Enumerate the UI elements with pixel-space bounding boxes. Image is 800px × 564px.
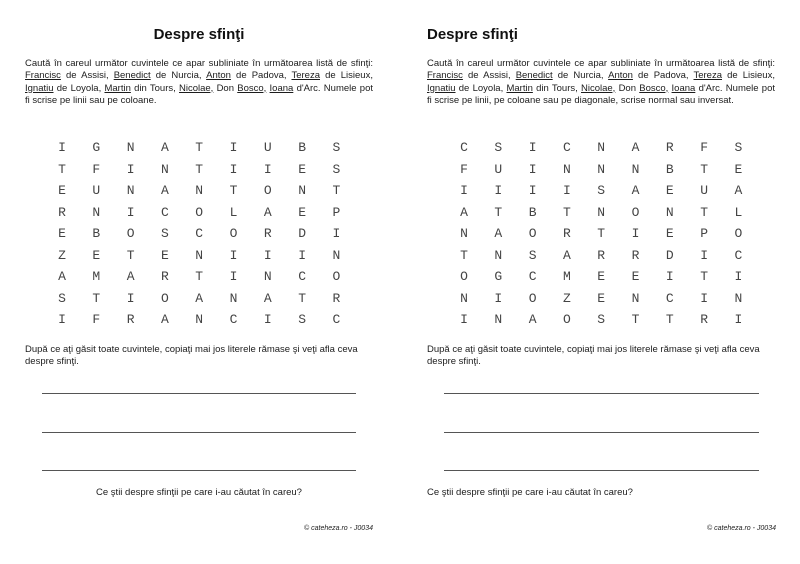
grid-letter[interactable]: R: [58, 204, 66, 220]
after-text-line: După ce aţi găsit toate cuvintele, copiaţi mai jos literele rămase şi veţi afla ceva: [25, 343, 358, 355]
saint-name-underlined: Francisc: [427, 70, 463, 82]
grid-letter[interactable]: T: [700, 204, 708, 220]
grid-letter[interactable]: I: [263, 247, 272, 263]
grid-letter[interactable]: I: [460, 183, 468, 198]
grid-letter[interactable]: N: [597, 140, 606, 155]
grid-letter[interactable]: N: [494, 312, 503, 327]
grid-letter[interactable]: R: [126, 312, 135, 327]
instruction-text: de Assisi,: [462, 70, 516, 82]
grid-letter[interactable]: S: [734, 140, 743, 155]
grid-letter[interactable]: I: [562, 183, 571, 198]
grid-letter[interactable]: O: [332, 269, 341, 284]
grid-letter[interactable]: I: [58, 312, 66, 327]
saint-name-underlined: Anton: [608, 70, 633, 82]
grid-letter[interactable]: O: [562, 312, 571, 327]
copyright-footer: © cateheza.ro - J0034: [304, 525, 373, 532]
grid-letter[interactable]: R: [597, 247, 606, 263]
grid-letter[interactable]: E: [665, 183, 674, 198]
word-search-grid: [0, 0, 400, 340]
grid-letter[interactable]: R: [160, 269, 169, 284]
grid-letter[interactable]: A: [562, 247, 571, 263]
saint-name-underlined: Bosco,: [639, 82, 669, 94]
grid-letter[interactable]: A: [263, 204, 272, 220]
grid-letter[interactable]: E: [298, 204, 306, 220]
grid-letter[interactable]: C: [229, 312, 238, 327]
grid-letter[interactable]: B: [92, 226, 101, 241]
instruction-text: de Padova,: [632, 70, 694, 82]
grid-letter[interactable]: C: [298, 269, 306, 284]
grid-letter[interactable]: S: [332, 161, 341, 177]
grid-letter[interactable]: A: [460, 204, 468, 220]
grid-letter[interactable]: I: [126, 290, 135, 306]
grid-letter[interactable]: I: [494, 290, 503, 306]
grid-letter[interactable]: A: [160, 140, 169, 155]
grid-letter[interactable]: I: [700, 247, 708, 263]
grid-letter[interactable]: O: [528, 226, 537, 241]
grid-letter[interactable]: G: [494, 269, 503, 284]
grid-letter[interactable]: I: [700, 290, 708, 306]
after-text-line: despre sfinţi.: [427, 356, 481, 368]
grid-letter[interactable]: T: [195, 140, 204, 155]
after-text-line: despre sfinţi.: [25, 356, 79, 368]
grid-letter[interactable]: N: [195, 183, 204, 198]
grid-letter[interactable]: S: [597, 312, 606, 327]
answer-blank-line[interactable]: [444, 470, 759, 471]
saint-name-underlined: Nicolae,: [581, 82, 616, 94]
grid-letter[interactable]: I: [229, 269, 238, 284]
worksheet-right: [402, 0, 800, 564]
grid-letter[interactable]: U: [92, 183, 101, 198]
grid-letter[interactable]: A: [160, 183, 169, 198]
instruction-text: de Nurcia,: [552, 70, 609, 82]
grid-letter[interactable]: A: [160, 312, 169, 327]
grid-letter[interactable]: N: [562, 161, 571, 177]
worksheet-title: Despre sfinţi: [153, 26, 245, 43]
saint-name-underlined: Benedict: [515, 70, 553, 82]
saint-name-underlined: Francisc: [25, 70, 61, 82]
grid-letter[interactable]: C: [665, 290, 674, 306]
question-text: Ce ştii despre sfinţii pe care i-au căutat în careu?: [96, 486, 302, 498]
grid-letter[interactable]: I: [734, 269, 743, 284]
instruction-text: din Tours,: [130, 82, 179, 94]
grid-letter[interactable]: C: [528, 269, 537, 284]
grid-letter[interactable]: I: [229, 140, 238, 155]
grid-letter[interactable]: I: [263, 161, 272, 177]
grid-letter[interactable]: G: [92, 140, 101, 155]
instruction-text: din Tours,: [532, 82, 581, 94]
grid-letter[interactable]: N: [460, 290, 468, 306]
grid-letter[interactable]: F: [92, 312, 101, 327]
grid-letter[interactable]: T: [195, 161, 204, 177]
saint-name-underlined: Nicolae,: [179, 82, 214, 94]
grid-letter[interactable]: T: [92, 290, 101, 306]
grid-letter[interactable]: S: [58, 290, 66, 306]
grid-letter[interactable]: O: [460, 269, 468, 284]
grid-letter[interactable]: C: [460, 140, 468, 155]
instruction-text: fi scrise pe linii, pe coloane sau pe diagonale, scrise normal sau inversat.: [427, 95, 734, 107]
instruction-text: fi scrise pe linii sau pe coloane.: [25, 95, 157, 107]
grid-letter[interactable]: N: [494, 247, 503, 263]
instruction-text: d'Arc. Numele pot: [293, 82, 373, 94]
grid-letter[interactable]: T: [631, 312, 640, 327]
question-text: Ce ştii despre sfinţii pe care i-au căutat în careu?: [427, 486, 633, 498]
grid-letter[interactable]: E: [665, 226, 674, 241]
grid-letter[interactable]: E: [58, 226, 66, 241]
instruction-text: Don: [213, 82, 238, 94]
grid-letter[interactable]: D: [665, 247, 674, 263]
grid-letter[interactable]: L: [229, 204, 238, 220]
answer-blank-line[interactable]: [444, 432, 759, 433]
grid-letter[interactable]: F: [700, 140, 708, 155]
saint-name-underlined: Benedict: [113, 70, 151, 82]
grid-letter[interactable]: T: [298, 290, 306, 306]
saint-name-underlined: Bosco,: [237, 82, 267, 94]
grid-letter[interactable]: I: [126, 204, 135, 220]
grid-letter[interactable]: B: [298, 140, 306, 155]
instruction-text: Caută în careul următor cuvintele ce apar subliniate în următoarea listă de sfinţi:: [25, 57, 373, 69]
grid-letter[interactable]: U: [700, 183, 708, 198]
grid-letter[interactable]: N: [665, 204, 674, 220]
instruction-text: de Lisieux,: [722, 70, 775, 82]
grid-letter[interactable]: O: [263, 183, 272, 198]
grid-letter[interactable]: I: [126, 161, 135, 177]
grid-letter[interactable]: M: [562, 269, 571, 284]
grid-letter[interactable]: L: [734, 204, 743, 220]
grid-letter[interactable]: T: [229, 183, 238, 198]
saint-name-underlined: Ignatiu: [25, 82, 54, 94]
instruction-text: Don: [615, 82, 640, 94]
saint-name-underlined: Tereza: [693, 70, 722, 82]
grid-letter[interactable]: O: [160, 290, 169, 306]
grid-letter[interactable]: A: [126, 269, 135, 284]
grid-letter[interactable]: A: [528, 312, 537, 327]
grid-letter[interactable]: T: [195, 269, 204, 284]
grid-letter[interactable]: S: [332, 140, 341, 155]
grid-letter[interactable]: I: [229, 161, 238, 177]
grid-letter[interactable]: E: [298, 161, 306, 177]
grid-letter[interactable]: A: [195, 290, 204, 306]
grid-letter[interactable]: O: [229, 226, 238, 241]
grid-letter[interactable]: S: [597, 183, 606, 198]
after-instructions: [25, 344, 385, 369]
grid-letter[interactable]: F: [92, 161, 101, 177]
grid-letter[interactable]: T: [332, 183, 341, 198]
grid-letter[interactable]: M: [92, 269, 101, 284]
instruction-text: de Nurcia,: [150, 70, 207, 82]
grid-letter[interactable]: S: [494, 140, 503, 155]
grid-letter[interactable]: R: [562, 226, 571, 241]
grid-letter[interactable]: I: [332, 226, 341, 241]
answer-blank-line[interactable]: [42, 432, 356, 433]
grid-letter[interactable]: A: [263, 290, 272, 306]
grid-letter[interactable]: P: [700, 226, 708, 241]
grid-letter[interactable]: C: [160, 204, 169, 220]
instruction-text: d'Arc. Numele pot: [695, 82, 775, 94]
grid-letter[interactable]: I: [494, 183, 503, 198]
grid-letter[interactable]: T: [562, 204, 571, 220]
word-search-grid: [402, 0, 800, 340]
grid-letter[interactable]: A: [58, 269, 66, 284]
saint-name-underlined: Ioana: [671, 82, 696, 94]
grid-letter[interactable]: S: [298, 312, 306, 327]
grid-letter[interactable]: R: [332, 290, 341, 306]
grid-letter[interactable]: N: [631, 290, 640, 306]
grid-letter[interactable]: E: [597, 269, 606, 284]
grid-letter[interactable]: N: [734, 290, 743, 306]
grid-letter[interactable]: T: [126, 247, 135, 263]
grid-letter[interactable]: E: [597, 290, 606, 306]
grid-letter[interactable]: N: [631, 161, 640, 177]
grid-letter[interactable]: A: [734, 183, 743, 198]
grid-letter[interactable]: I: [631, 226, 640, 241]
grid-letter[interactable]: B: [528, 204, 537, 220]
grid-letter[interactable]: R: [665, 140, 674, 155]
saint-name-underlined: Martin: [506, 82, 533, 94]
saint-name-underlined: Martin: [104, 82, 131, 94]
grid-letter[interactable]: N: [460, 226, 468, 241]
grid-letter[interactable]: N: [597, 204, 606, 220]
answer-blank-line[interactable]: [444, 393, 759, 394]
grid-letter[interactable]: I: [734, 312, 743, 327]
grid-letter[interactable]: I: [460, 312, 468, 327]
saint-name-underlined: Ignatiu: [427, 82, 456, 94]
grid-letter[interactable]: O: [126, 226, 135, 241]
grid-letter[interactable]: N: [332, 247, 341, 263]
grid-letter[interactable]: N: [263, 269, 272, 284]
grid-letter[interactable]: O: [631, 204, 640, 220]
saint-name-underlined: Tereza: [291, 70, 320, 82]
grid-letter[interactable]: C: [195, 226, 204, 241]
grid-letter[interactable]: I: [263, 312, 272, 327]
grid-letter[interactable]: N: [195, 247, 204, 263]
grid-letter[interactable]: N: [298, 183, 306, 198]
grid-letter[interactable]: I: [298, 247, 306, 263]
instruction-text: de Assisi,: [60, 70, 114, 82]
grid-letter[interactable]: T: [58, 161, 66, 177]
grid-letter[interactable]: O: [195, 204, 204, 220]
grid-letter[interactable]: I: [229, 247, 238, 263]
grid-letter[interactable]: S: [160, 226, 169, 241]
grid-letter[interactable]: T: [494, 204, 503, 220]
grid-letter[interactable]: U: [263, 140, 272, 155]
grid-letter[interactable]: A: [494, 226, 503, 241]
grid-letter[interactable]: Z: [58, 247, 66, 263]
instruction-text: Caută în careul următor cuvintele ce apar subliniate în următoarea listă de sfinţi:: [427, 57, 775, 69]
grid-letter[interactable]: C: [562, 140, 571, 155]
saint-name-underlined: Ioana: [269, 82, 294, 94]
answer-blank-line[interactable]: [42, 393, 356, 394]
grid-letter[interactable]: I: [665, 269, 674, 284]
grid-letter[interactable]: C: [734, 247, 743, 263]
grid-letter[interactable]: T: [700, 161, 708, 177]
grid-letter[interactable]: S: [528, 247, 537, 263]
grid-letter[interactable]: N: [92, 204, 101, 220]
instruction-text: de Padova,: [230, 70, 292, 82]
grid-letter[interactable]: I: [528, 161, 537, 177]
grid-letter[interactable]: B: [665, 161, 674, 177]
grid-letter[interactable]: N: [160, 161, 169, 177]
grid-letter[interactable]: N: [126, 183, 135, 198]
grid-letter[interactable]: T: [700, 269, 708, 284]
grid-letter[interactable]: D: [298, 226, 306, 241]
grid-letter[interactable]: Z: [562, 290, 571, 306]
grid-letter[interactable]: E: [734, 161, 743, 177]
grid-letter[interactable]: N: [229, 290, 238, 306]
grid-letter[interactable]: R: [700, 312, 708, 327]
grid-letter[interactable]: E: [160, 247, 169, 263]
grid-letter[interactable]: N: [195, 312, 204, 327]
grid-letter[interactable]: I: [528, 183, 537, 198]
grid-letter[interactable]: I: [58, 140, 66, 155]
grid-letter[interactable]: I: [528, 140, 537, 155]
instruction-text: de Loyola,: [53, 82, 105, 94]
grid-letter[interactable]: A: [631, 183, 640, 198]
after-instructions: [427, 344, 787, 369]
grid-letter[interactable]: O: [528, 290, 537, 306]
grid-letter[interactable]: O: [734, 226, 743, 241]
grid-letter[interactable]: T: [665, 312, 674, 327]
saint-name-underlined: Anton: [206, 70, 231, 82]
instruction-text: de Lisieux,: [320, 70, 373, 82]
instruction-text: de Loyola,: [455, 82, 507, 94]
copyright-footer: © cateheza.ro - J0034: [707, 525, 776, 532]
worksheet-title: Despre sfinţi: [427, 26, 518, 43]
grid-letter[interactable]: R: [631, 247, 640, 263]
grid-letter[interactable]: A: [631, 140, 640, 155]
grid-letter[interactable]: R: [263, 226, 272, 241]
grid-letter[interactable]: E: [92, 247, 101, 263]
grid-letter[interactable]: N: [126, 140, 135, 155]
grid-letter[interactable]: P: [332, 204, 341, 220]
grid-letter[interactable]: F: [460, 161, 468, 177]
grid-letter[interactable]: T: [460, 247, 468, 263]
grid-letter[interactable]: T: [597, 226, 606, 241]
answer-blank-line[interactable]: [42, 470, 356, 471]
grid-letter[interactable]: E: [58, 183, 66, 198]
grid-letter[interactable]: E: [631, 269, 640, 284]
grid-letter[interactable]: U: [494, 161, 503, 177]
after-text-line: După ce aţi găsit toate cuvintele, copiaţi mai jos literele rămase şi veţi afla ceva: [427, 343, 760, 355]
grid-letter[interactable]: C: [332, 312, 341, 327]
grid-letter[interactable]: N: [597, 161, 606, 177]
